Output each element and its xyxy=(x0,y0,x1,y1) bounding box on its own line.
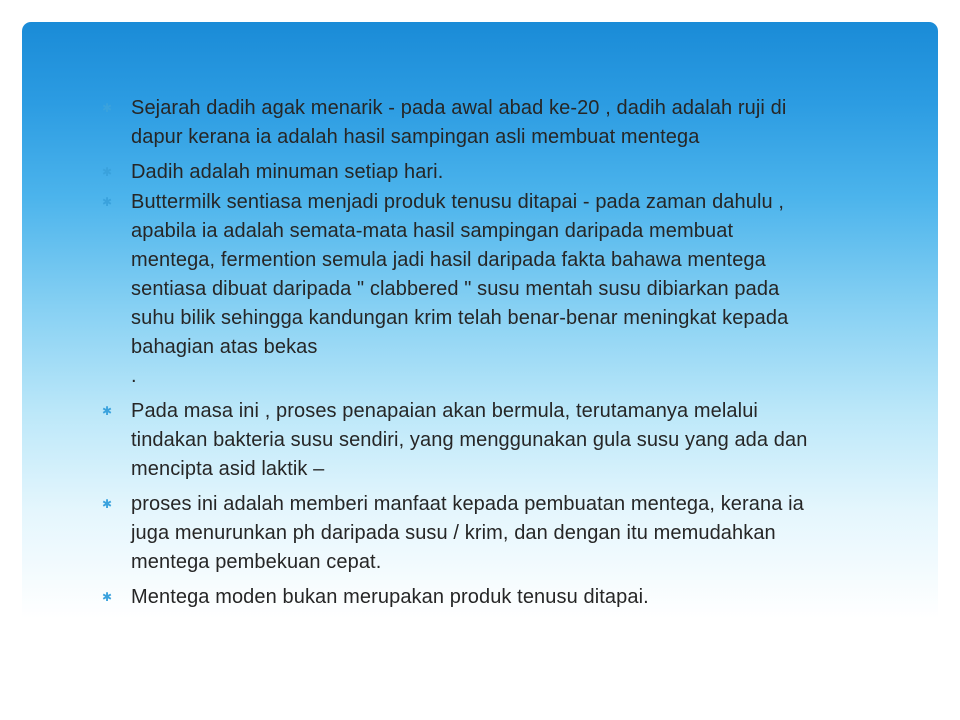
bullet-text-line: Sejarah dadih agak menarik - pada awal abad ke-20 , dadih adalah ruji di xyxy=(131,97,787,119)
bullet-item xyxy=(101,94,921,152)
bullet-text-line: mencipta asid laktik – xyxy=(131,458,325,480)
bullet-item xyxy=(101,490,921,577)
asterisk-star-icon: ✱ xyxy=(101,404,113,418)
bullet-text-line: dapur kerana ia adalah hasil sampingan asli membuat mentega xyxy=(131,126,700,148)
bullet-item xyxy=(101,583,921,612)
asterisk-star-icon: ✱ xyxy=(101,590,113,604)
bullet-text-line: mentega, fermention semula jadi hasil daripada fakta bahawa mentega xyxy=(131,249,766,271)
asterisk-star-icon: ✱ xyxy=(101,497,113,511)
bullet-list xyxy=(101,94,921,612)
bullet-item xyxy=(101,158,921,187)
bullet-text-line: Pada masa ini , proses penapaian akan bermula, terutamanya melalui xyxy=(131,400,758,422)
bullet-text-line: proses ini adalah memberi manfaat kepada pembuatan mentega, kerana ia xyxy=(131,493,804,515)
bullet-text-line: suhu bilik sehingga kandungan krim telah benar-benar meningkat kepada xyxy=(131,307,789,329)
bullet-text-line: Dadih adalah minuman setiap hari. xyxy=(131,161,444,183)
bullet-text-line: Buttermilk sentiasa menjadi produk tenusu ditapai - pada zaman dahulu , xyxy=(131,191,785,213)
bullet-text-line: . xyxy=(131,365,137,387)
bullet-text-line: tindakan bakteria susu sendiri, yang menggunakan gula susu yang ada dan xyxy=(131,429,808,451)
bullet-text-line: mentega pembekuan cepat. xyxy=(131,551,382,573)
bullet-text-line: apabila ia adalah semata-mata hasil sampingan daripada membuat xyxy=(131,220,734,242)
bullet-text-line: bahagian atas bekas xyxy=(131,336,318,358)
asterisk-star-icon: ✱ xyxy=(101,101,113,115)
asterisk-star-icon: ✱ xyxy=(101,165,113,179)
bullet-text-line: sentiasa dibuat daripada " clabbered " susu mentah susu dibiarkan pada xyxy=(131,278,780,300)
bullet-item xyxy=(101,397,921,484)
bullet-item xyxy=(101,188,921,391)
asterisk-star-icon: ✱ xyxy=(101,195,113,209)
bullet-text-line: Mentega moden bukan merupakan produk tenusu ditapai. xyxy=(131,586,649,608)
bullet-text-line: juga menurunkan ph daripada susu / krim, dan dengan itu memudahkan xyxy=(131,522,776,544)
